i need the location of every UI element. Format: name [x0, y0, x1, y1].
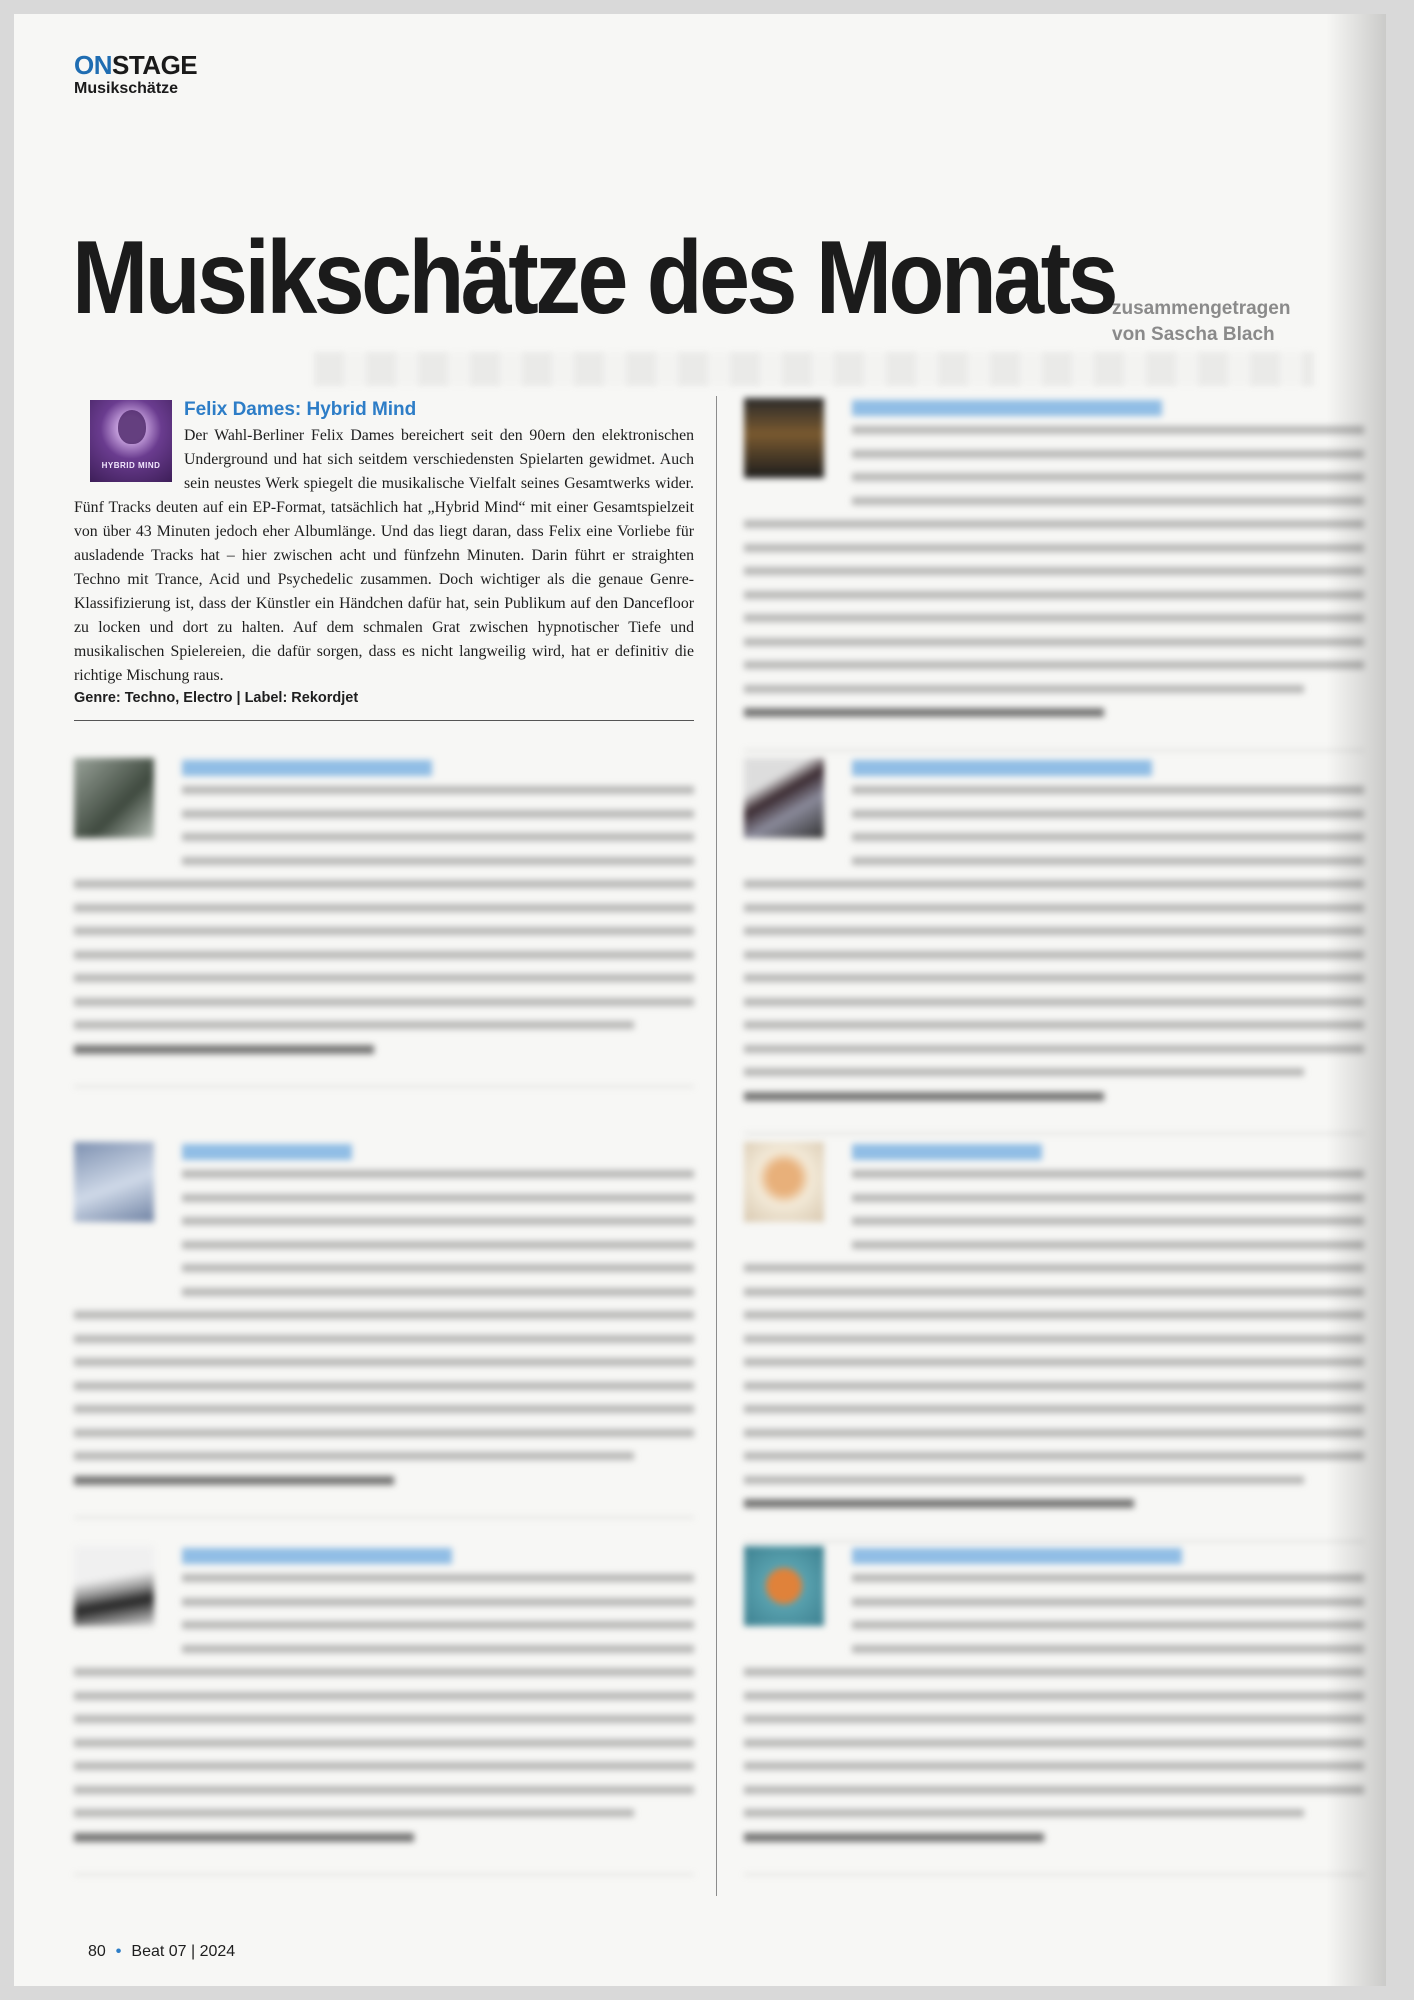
review-genre-line — [744, 1833, 1044, 1842]
review-text-line — [74, 1358, 694, 1366]
featured-article — [74, 398, 694, 721]
review-text-line — [74, 1311, 694, 1319]
review-text-line — [74, 974, 694, 982]
review-text-line — [74, 1429, 694, 1437]
review-genre-line — [744, 1092, 1104, 1101]
footer-separator: • — [115, 1943, 122, 1960]
review-text-line — [744, 1382, 1364, 1390]
review-text-line — [744, 1809, 1304, 1817]
review-text-line — [744, 1405, 1364, 1413]
review-text-line — [744, 685, 1304, 693]
author-credit — [1112, 296, 1290, 348]
review-text-line — [74, 1809, 634, 1817]
blurred-review — [74, 1142, 694, 1512]
review-text-line — [182, 1598, 694, 1606]
album-cover — [744, 758, 824, 838]
review-text-line — [74, 1668, 694, 1676]
review-rule — [744, 1133, 1364, 1134]
page-title: Musikschätze des Monats — [72, 220, 1116, 336]
review-text-line — [74, 1786, 694, 1794]
review-text-line — [74, 880, 694, 888]
review-text-line — [74, 1335, 694, 1343]
review-text-line — [182, 833, 694, 841]
review-text-line — [182, 1621, 694, 1629]
article-body: Der Wahl-Berliner Felix Dames bereichert seit den 90ern den elektronischen Underground und hat sich seitdem verschiedensten Spielarten gewidmet. Auch sein neustes Werk spiegelt die musikalische Vielfalt seines Gesamtwerks wider. Fünf Tracks deuten auf ein EP-Format, tatsächlich hat „Hybrid Mind“ mit einer Gesamtspielzeit von über 43 Minuten jedoch eher Albumlänge. Und das liegt daran, dass Felix eine Vorliebe für ausladende Tracks hat – hier zwischen acht und fünfzehn Minuten. Darin führt er straighten Techno mit Trance, Acid und Psychedelic zusammen. Doch wichtiger als die genaue Genre-Klassifizierung ist, dass der Künstler ein Händchen dafür hat, sein Publikum auf den Dancefloor zu locken und dort zu halten. Auf dem schmalen Grat zwischen hypnotischer Tiefe und musikalischen Spielereien, die dafür sorgen, dass es nicht langweilig wird, hat er definitiv die richtige Mischung raus. — [74, 427, 694, 684]
blurred-review — [74, 758, 694, 1098]
review-text-line — [74, 1382, 694, 1390]
review-text-line — [182, 1241, 694, 1249]
album-cover — [744, 398, 824, 478]
album-cover — [744, 1546, 824, 1626]
review-headline — [852, 400, 1162, 416]
review-text-line — [852, 786, 1364, 794]
page-curl-shadow — [1326, 14, 1386, 1986]
review-text-line — [744, 661, 1364, 669]
review-text-line — [744, 880, 1364, 888]
show-through-ghost — [314, 352, 1314, 386]
review-rule — [744, 1874, 1364, 1875]
review-rule — [744, 750, 1364, 751]
review-text-line — [852, 473, 1364, 481]
review-headline — [852, 1144, 1042, 1160]
section-tag — [74, 52, 197, 98]
magazine-issue: Beat 07 | 2024 — [131, 1943, 236, 1960]
review-text-line — [744, 1429, 1364, 1437]
review-text-line — [74, 927, 694, 935]
review-genre-line — [744, 708, 1104, 717]
blurred-review — [744, 1142, 1364, 1512]
review-text-line — [74, 1021, 634, 1029]
review-text-line — [744, 1476, 1304, 1484]
review-text-line — [74, 1715, 694, 1723]
review-text-line — [744, 1739, 1364, 1747]
review-text-line — [744, 1311, 1364, 1319]
review-text-line — [182, 1194, 694, 1202]
album-cover — [744, 1142, 824, 1222]
album-cover-hybrid-mind — [90, 400, 172, 482]
review-rule — [74, 1874, 694, 1875]
review-rule — [74, 1517, 694, 1518]
cover-label: HYBRID MIND — [101, 461, 161, 470]
review-text-line — [74, 998, 694, 1006]
portrait-icon — [118, 410, 146, 444]
blurred-review — [744, 1546, 1364, 1876]
column-divider — [716, 396, 717, 1896]
review-text-line — [182, 1264, 694, 1272]
review-text-line — [744, 544, 1364, 552]
review-text-line — [852, 1621, 1364, 1629]
magazine-page — [14, 14, 1386, 1986]
review-text-line — [182, 1170, 694, 1178]
review-text-line — [852, 450, 1364, 458]
review-text-line — [744, 904, 1364, 912]
review-text-line — [744, 1668, 1364, 1676]
review-text-line — [74, 1452, 634, 1460]
review-text-line — [852, 497, 1364, 505]
review-genre-line — [74, 1833, 414, 1842]
page-number: 80 — [88, 1943, 106, 1960]
review-text-line — [744, 1786, 1364, 1794]
review-text-line — [744, 1692, 1364, 1700]
article-headline: Felix Dames: Hybrid Mind — [184, 399, 417, 420]
review-rule — [744, 1541, 1364, 1542]
review-text-line — [744, 591, 1364, 599]
review-text-line — [182, 786, 694, 794]
review-text-line — [744, 1358, 1364, 1366]
review-text-line — [852, 833, 1364, 841]
article-genre-label: Genre: Techno, Electro | Label: Rekordjet — [74, 690, 359, 706]
review-text-line — [744, 1762, 1364, 1770]
review-text-line — [744, 951, 1364, 959]
blurred-review — [744, 758, 1364, 1118]
review-text-line — [852, 810, 1364, 818]
review-text-line — [852, 1574, 1364, 1582]
review-text-line — [182, 810, 694, 818]
review-headline — [182, 1144, 352, 1160]
review-text-line — [852, 426, 1364, 434]
review-text-line — [852, 1170, 1364, 1178]
review-headline — [182, 1548, 452, 1564]
review-text-line — [74, 1739, 694, 1747]
credit-line-1: zusammengetragen — [1112, 298, 1291, 319]
album-cover — [74, 1546, 154, 1626]
review-text-line — [744, 1452, 1364, 1460]
review-text-line — [744, 1264, 1364, 1272]
review-genre-line — [74, 1045, 374, 1054]
review-rule — [74, 1086, 694, 1087]
review-text-line — [744, 520, 1364, 528]
review-text-line — [74, 1692, 694, 1700]
blurred-review — [744, 398, 1364, 738]
review-headline — [852, 760, 1152, 776]
review-text-line — [852, 1194, 1364, 1202]
review-text-line — [74, 904, 694, 912]
review-text-line — [744, 638, 1364, 646]
review-text-line — [744, 974, 1364, 982]
review-text-line — [744, 614, 1364, 622]
review-text-line — [852, 1598, 1364, 1606]
review-text-line — [74, 1762, 694, 1770]
review-headline — [852, 1548, 1182, 1564]
review-genre-line — [744, 1499, 1134, 1508]
review-text-line — [852, 1217, 1364, 1225]
blurred-review — [74, 1546, 694, 1876]
review-text-line — [744, 1045, 1364, 1053]
review-text-line — [744, 1715, 1364, 1723]
review-text-line — [182, 857, 694, 865]
page-footer — [88, 1943, 235, 1961]
album-cover — [74, 1142, 154, 1222]
review-text-line — [182, 1217, 694, 1225]
review-text-line — [744, 1068, 1304, 1076]
review-text-line — [74, 1405, 694, 1413]
review-text-line — [744, 1021, 1364, 1029]
review-text-line — [182, 1288, 694, 1296]
review-text-line — [74, 951, 694, 959]
review-genre-line — [74, 1476, 394, 1485]
credit-line-2: von Sascha Blach — [1112, 324, 1275, 345]
review-text-line — [852, 1241, 1364, 1249]
review-text-line — [744, 567, 1364, 575]
review-text-line — [744, 998, 1364, 1006]
review-text-line — [744, 1288, 1364, 1296]
review-text-line — [852, 1645, 1364, 1653]
review-text-line — [744, 927, 1364, 935]
review-text-line — [182, 1645, 694, 1653]
section-logo: ONSTAGE — [74, 50, 198, 80]
section-subtitle: Musikschätze — [74, 80, 179, 97]
review-headline — [182, 760, 432, 776]
review-text-line — [182, 1574, 694, 1582]
review-text-line — [744, 1335, 1364, 1343]
album-cover — [74, 758, 154, 838]
article-rule — [74, 720, 694, 721]
review-text-line — [852, 857, 1364, 865]
